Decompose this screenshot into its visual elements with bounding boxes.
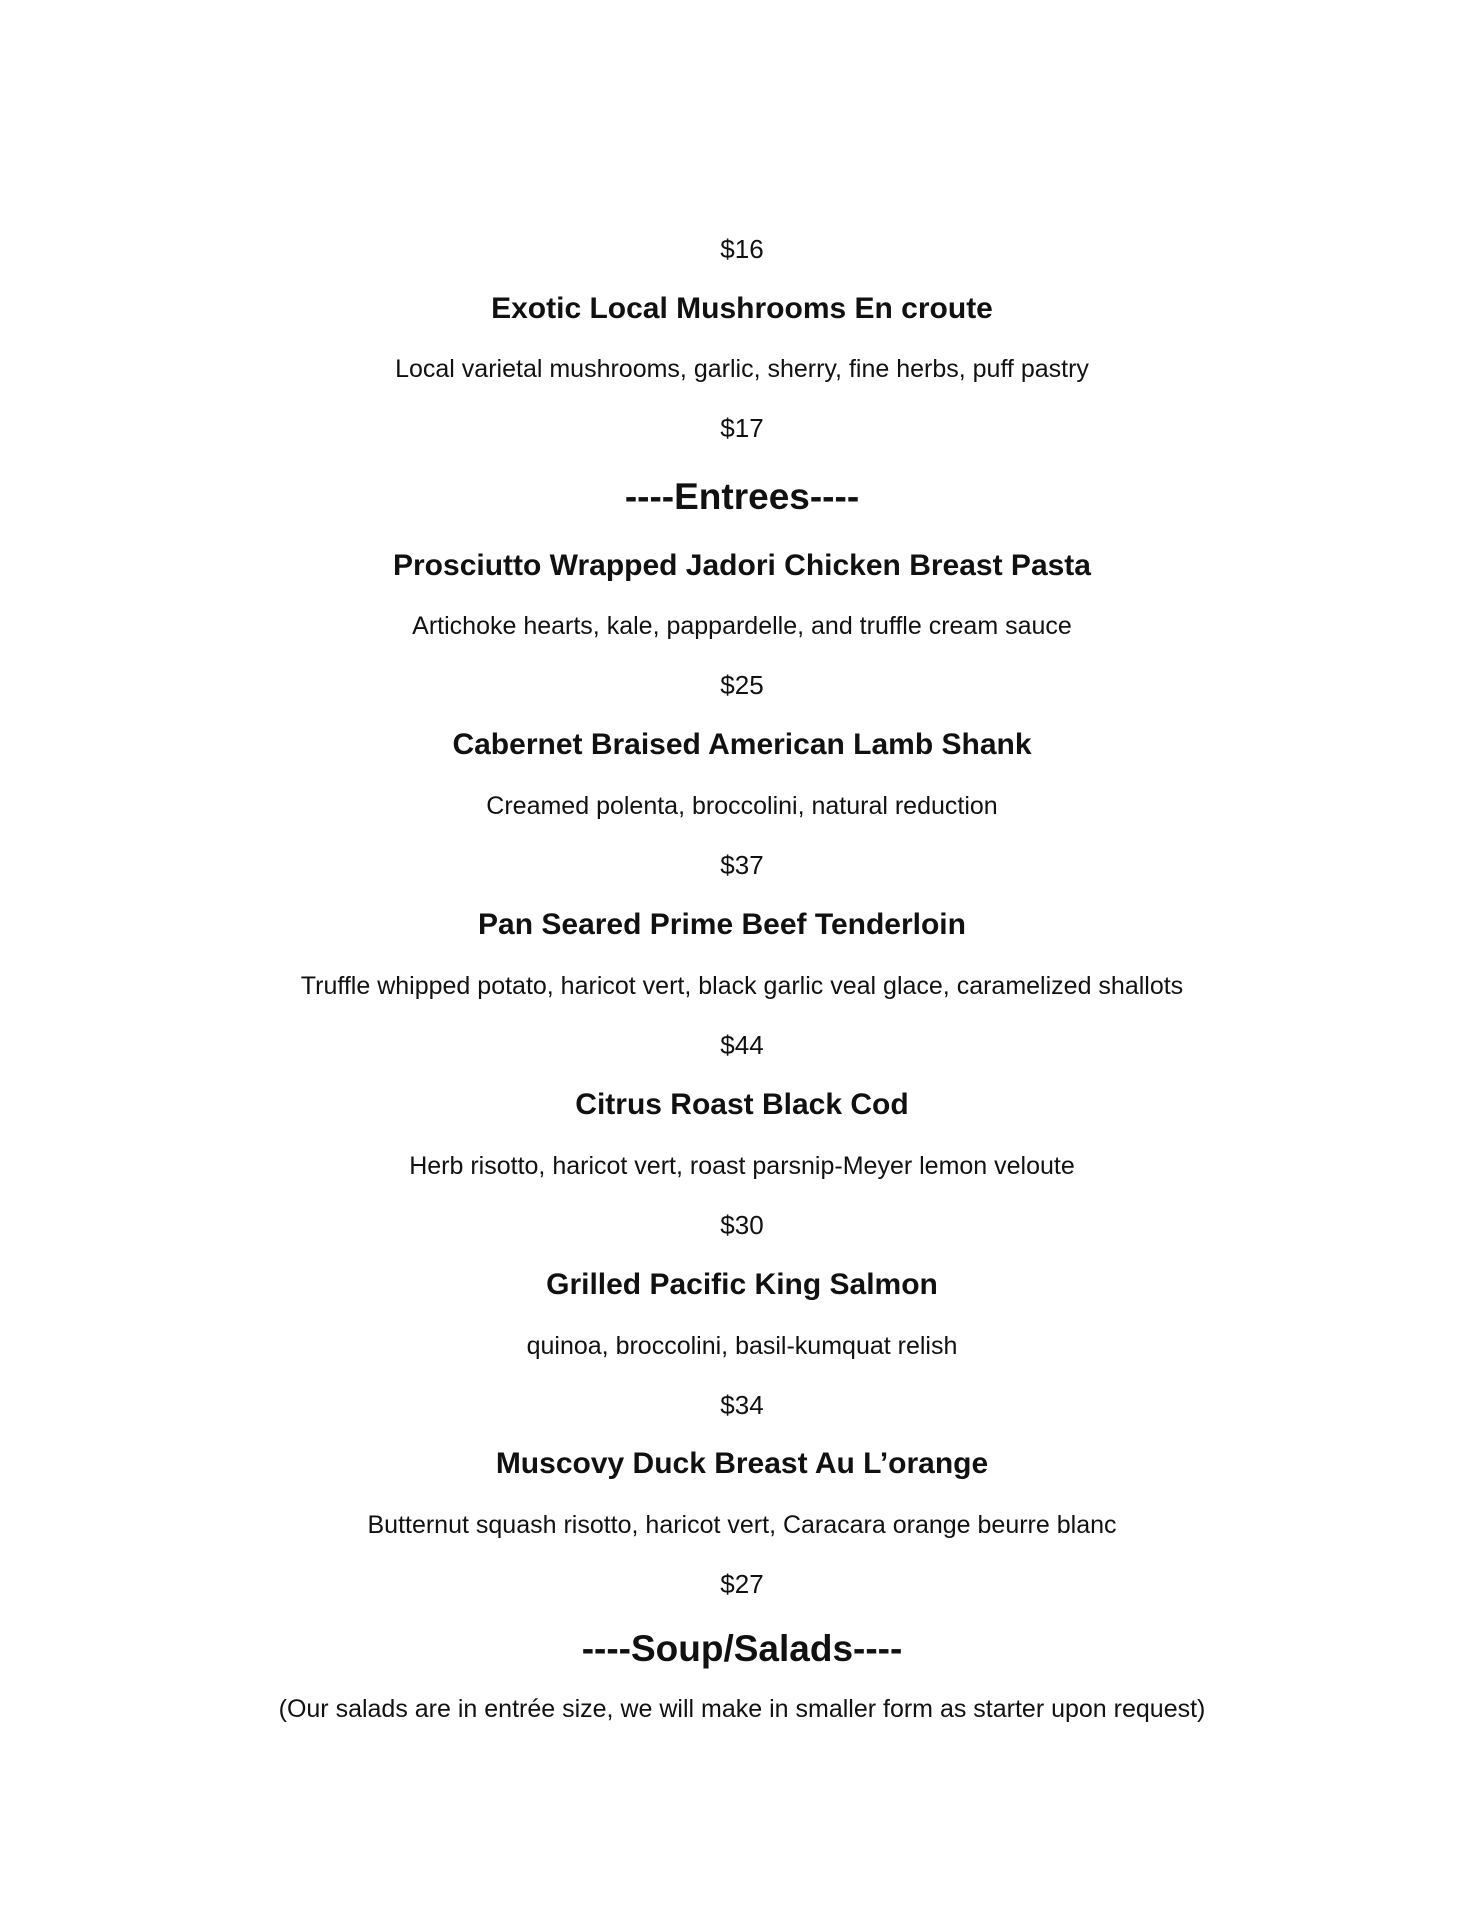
dish-description: Butternut squash risotto, haricot vert, Caracara orange beurre blanc bbox=[367, 1511, 1117, 1539]
price-label: $17 bbox=[720, 413, 764, 443]
dish-name: Citrus Roast Black Cod bbox=[575, 1088, 909, 1121]
dish-name: Grilled Pacific King Salmon bbox=[546, 1268, 938, 1301]
dish-name: Muscovy Duck Breast Au L’orange bbox=[495, 1447, 989, 1480]
price-label: $27 bbox=[720, 1569, 764, 1599]
dish-description: Artichoke hearts, kale, pappardelle, and truffle cream sauce bbox=[412, 612, 1072, 640]
price-label: $34 bbox=[720, 1390, 764, 1420]
dish-description: quinoa, broccolini, basil-kumquat relish bbox=[526, 1332, 958, 1360]
dish-name: Pan Seared Prime Beef Tenderloin bbox=[478, 908, 966, 941]
price-label: $44 bbox=[720, 1030, 764, 1060]
price-label: $37 bbox=[720, 850, 764, 880]
price-label: $30 bbox=[720, 1210, 764, 1240]
dish-name: Cabernet Braised American Lamb Shank bbox=[452, 728, 1032, 761]
section-heading-entrees: ----Entrees---- bbox=[624, 476, 860, 517]
dish-description: Truffle whipped potato, haricot vert, black garlic veal glace, caramelized shallots bbox=[300, 972, 1184, 1000]
dish-description: Creamed polenta, broccolini, natural reduction bbox=[486, 792, 998, 820]
dish-name: Prosciutto Wrapped Jadori Chicken Breast Pasta bbox=[393, 549, 1091, 582]
section-heading-soup-salads: ----Soup/Salads---- bbox=[581, 1628, 903, 1669]
section-note: (Our salads are in entrée size, we will make in smaller form as starter upon request) bbox=[278, 1695, 1206, 1723]
price-label: $16 bbox=[720, 234, 764, 264]
dish-description: Local varietal mushrooms, garlic, sherry, fine herbs, puff pastry bbox=[395, 355, 1089, 383]
dish-description: Herb risotto, haricot vert, roast parsnip-Meyer lemon veloute bbox=[409, 1152, 1075, 1180]
dish-name: Exotic Local Mushrooms En croute bbox=[491, 292, 993, 325]
price-label: $25 bbox=[720, 670, 764, 700]
